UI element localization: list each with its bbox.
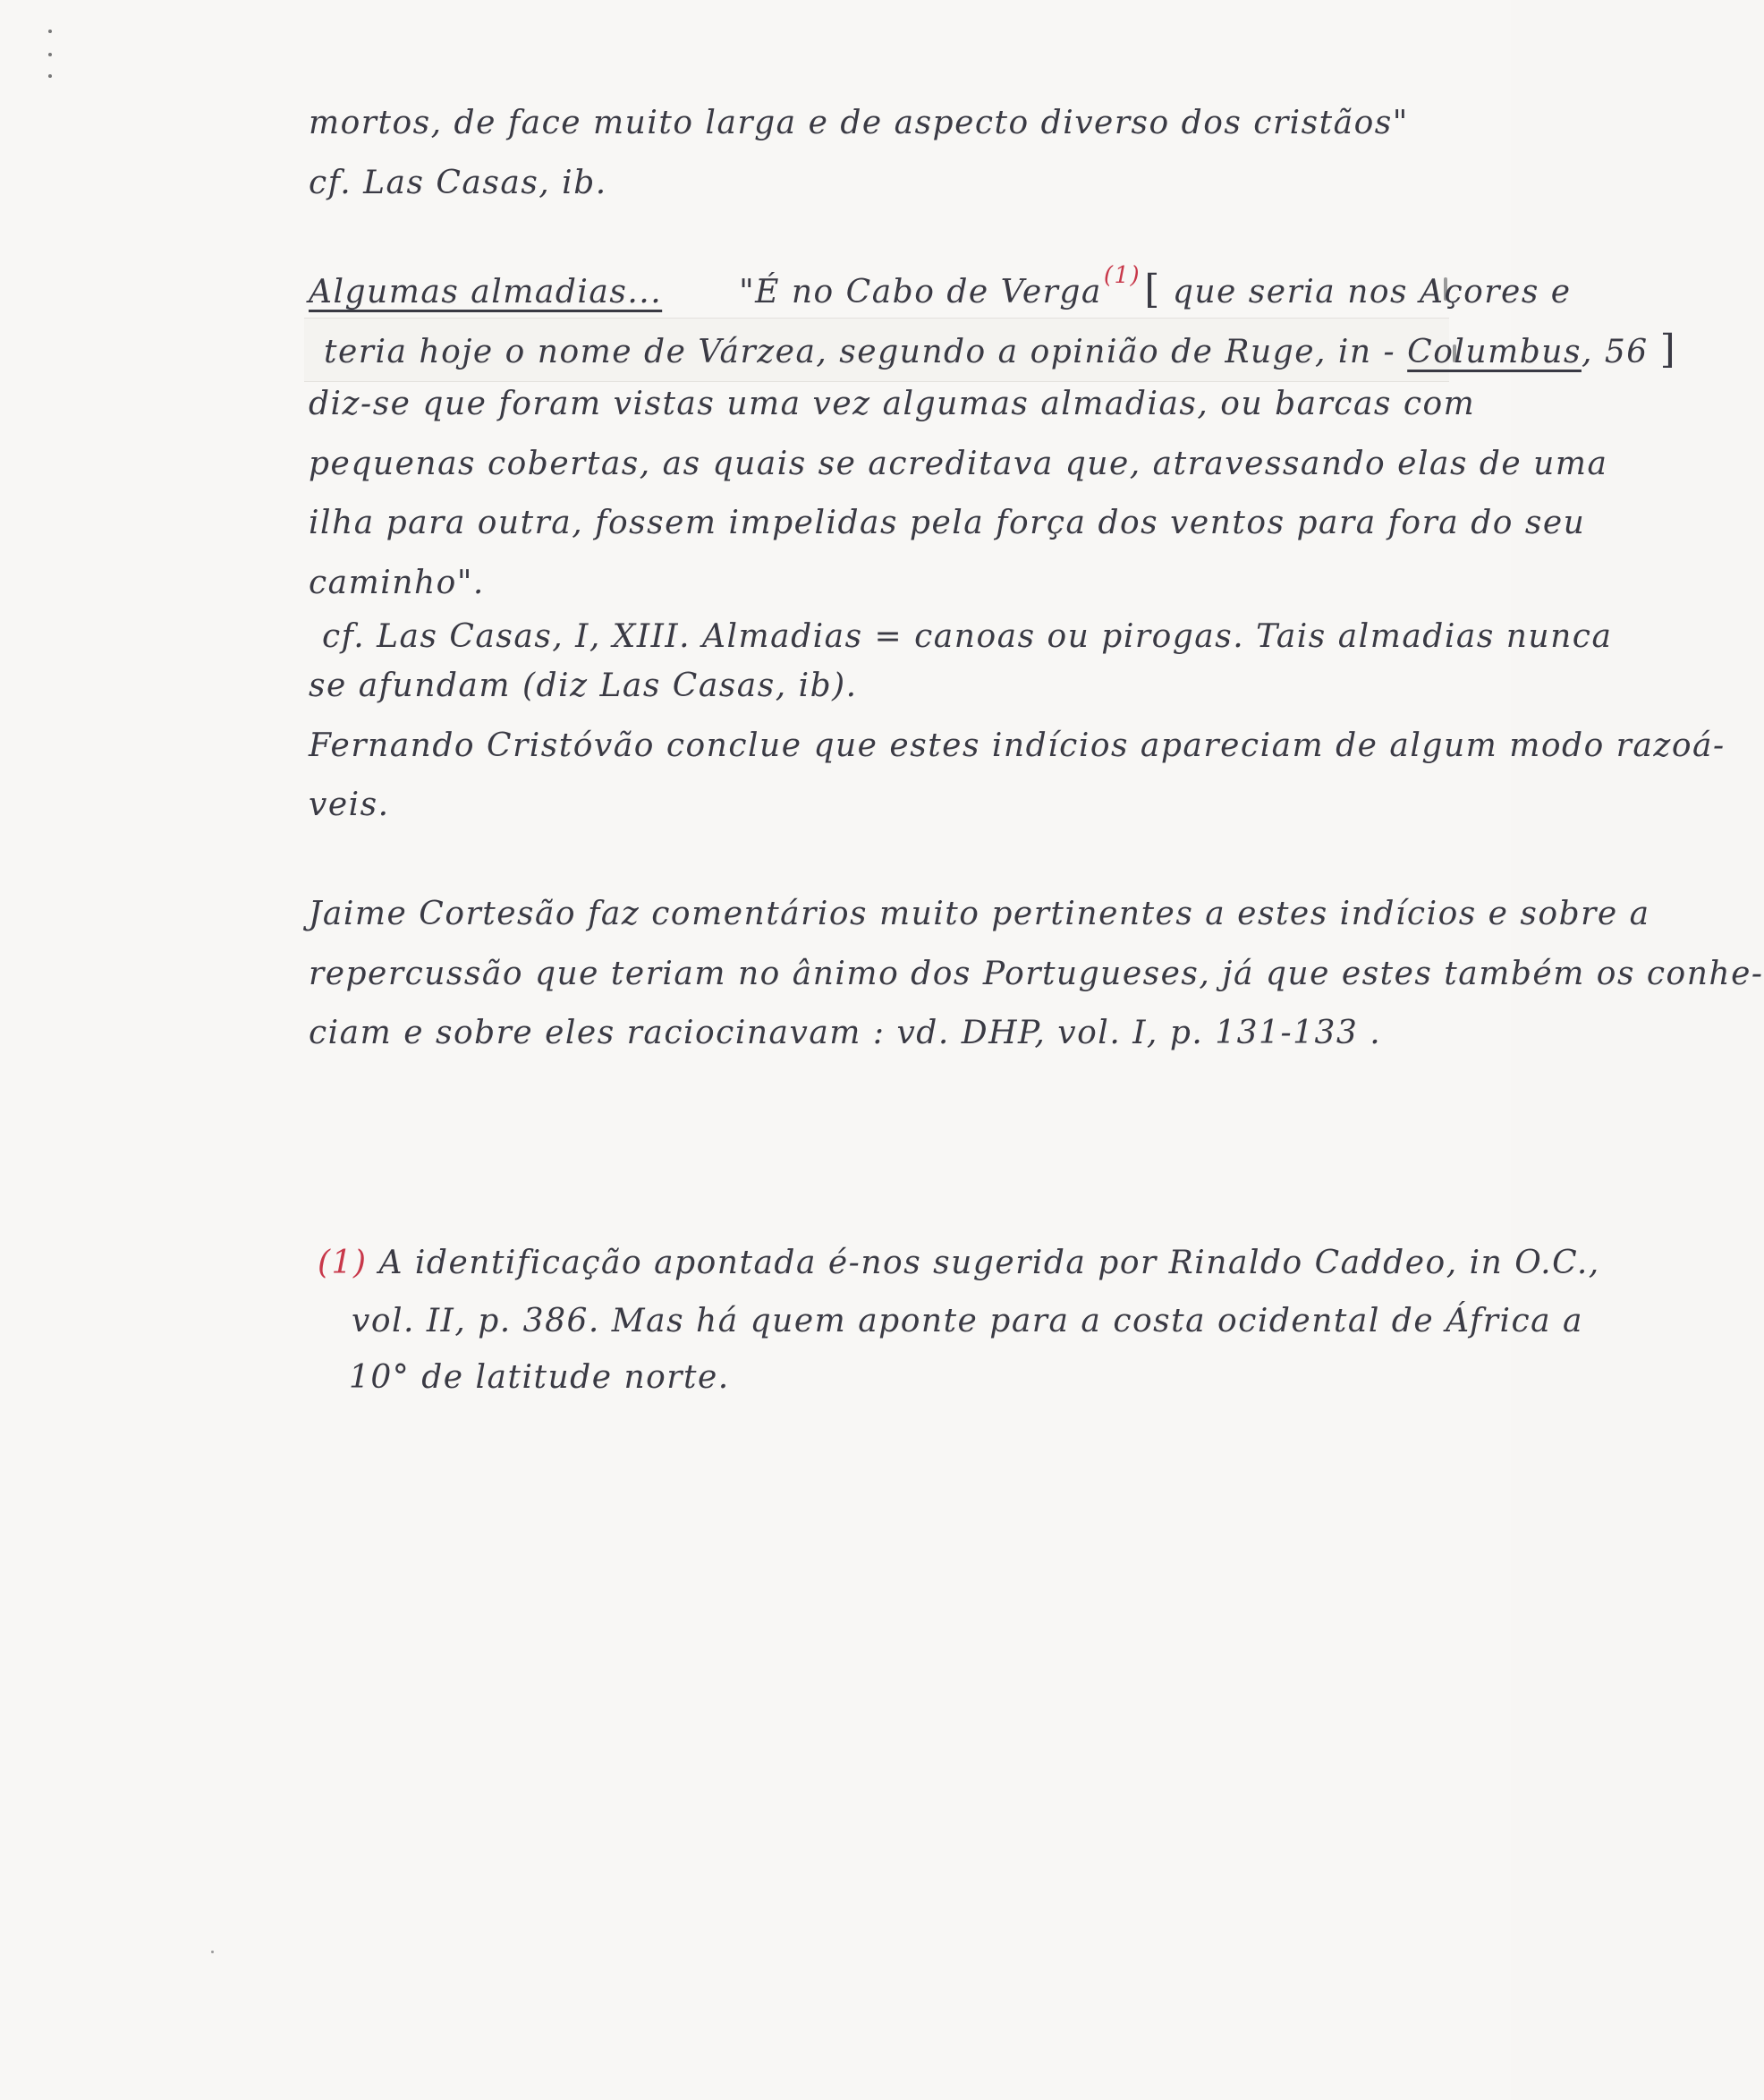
text-segment: teria hoje o nome de Várzea, segundo a opinião de Ruge, in <box>324 334 1372 370</box>
footnote-line: vol. II, p. 386. Mas há quem aponte para a costa ocidental de África a <box>352 1303 1584 1339</box>
text-line: cf. Las Casas, ib. <box>309 165 607 201</box>
bracket-close-icon: ] <box>1659 327 1677 372</box>
text-line <box>309 262 1572 315</box>
margin-dots <box>47 22 54 85</box>
cited-title: Columbus <box>1407 334 1582 370</box>
text-line: teria hoje o nome de Várzea, segundo a opinião de Ruge, in - Columbus, 56 ] <box>324 327 1677 372</box>
footnote-line <box>318 1244 1600 1283</box>
text-line: repercussão que teriam no ânimo dos Portugueses, já que estes também os conhe- <box>309 956 1764 992</box>
text-line: se afundam (diz Las Casas, ib). <box>309 667 858 704</box>
text-line: caminho". <box>309 565 485 601</box>
paper-speck <box>211 1951 214 1953</box>
margin-dot <box>48 74 52 78</box>
text-line: diz-se que foram vistas uma vez algumas almadias, ou barcas com <box>309 386 1476 422</box>
text-line: ciam e sobre eles raciocinavam : vd. DHP, vol. I, p. 131-133 . <box>309 1015 1382 1051</box>
section-heading: Algumas almadias... <box>309 274 663 310</box>
footnote-marker: (1) <box>318 1245 368 1281</box>
text-line: mortos, de face muito larga e de aspecto diverso dos cristãos" <box>309 105 1409 141</box>
bracket-text: que seria nos Açores e <box>1172 274 1572 310</box>
margin-dot <box>48 53 52 56</box>
text-line: pequenas cobertas, as quais se acreditava que, atravessando elas de uma <box>309 446 1608 482</box>
footnote-line: 10° de latitude norte. <box>349 1359 730 1396</box>
text-line: veis. <box>309 786 390 823</box>
text-line: Jaime Cortesão faz comentários muito pertinentes a estes indícios e sobre a <box>309 896 1650 932</box>
margin-dot <box>48 30 52 33</box>
footnote-text: A identificação apontada é-nos sugerida por Rinaldo Caddeo, in O.C., <box>378 1245 1600 1281</box>
text-line: cf. Las Casas, I, XIII. Almadias = canoas ou pirogas. Tais almadias nunca <box>322 618 1613 655</box>
text-segment: , 56 <box>1581 334 1649 370</box>
footnote-reference: (1) <box>1103 262 1141 289</box>
text-line: Fernando Cristóvão conclue que estes indícios apareciam de algum modo razoá- <box>309 727 1726 764</box>
text-line: ilha para outra, fossem impelidas pela força dos ventos para fora do seu <box>309 505 1586 541</box>
quote-start: "É no Cabo de Verga <box>739 274 1102 310</box>
bracket-open-icon: [ <box>1144 267 1161 312</box>
